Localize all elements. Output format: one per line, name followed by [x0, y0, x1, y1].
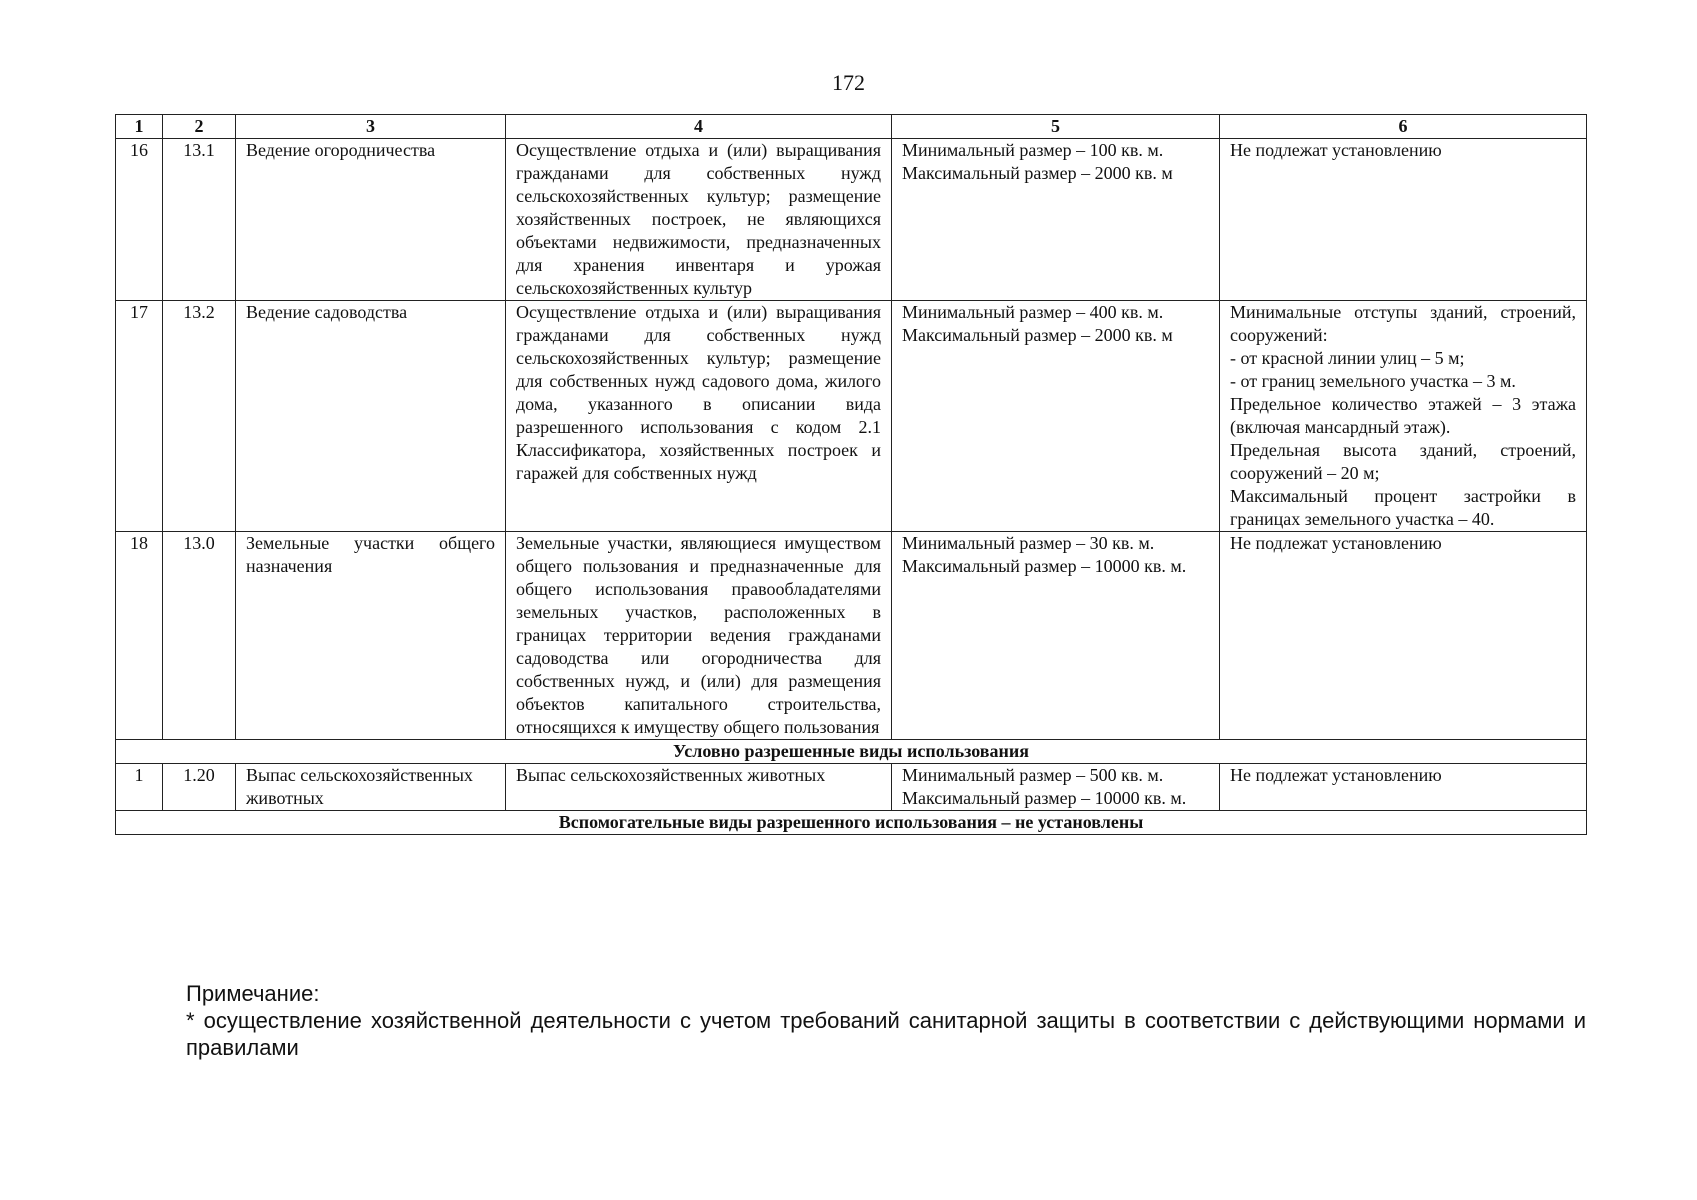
column-header: 2: [163, 115, 236, 139]
plot-size-min: Минимальный размер – 100 кв. м.: [902, 140, 1164, 160]
column-header: 3: [236, 115, 506, 139]
build-params: [1220, 532, 1587, 740]
use-description: Осуществление отдыха и (или) выращивания гражданами для собственных нужд сельскохозяйственных культур; размещение для собственных нужд садового дома, жилого дома, указанного в описании вида разрешенного использования с кодом 2.1 Классификатора, хозяйственных построек и гаражей для собственных нужд: [506, 301, 892, 532]
note-title: Примечание:: [186, 981, 320, 1006]
plot-size-max: Максимальный размер – 2000 кв. м: [902, 325, 1173, 345]
build-param: Максимальный процент застройки в границах земельного участка – 40.: [1230, 486, 1576, 529]
note: [186, 980, 1586, 1061]
build-params: [1220, 764, 1587, 811]
column-header: 4: [506, 115, 892, 139]
plot-size-max: Максимальный размер – 2000 кв. м: [902, 163, 1173, 183]
build-param: Не подлежат установлению: [1230, 140, 1442, 160]
plot-size-min: Минимальный размер – 400 кв. м.: [902, 302, 1164, 322]
section-row: [116, 811, 1587, 835]
use-description: Выпас сельскохозяйственных животных: [506, 764, 892, 811]
plot-size-min: Минимальный размер – 500 кв. м.: [902, 765, 1164, 785]
plot-size-max: Максимальный размер – 10000 кв. м.: [902, 788, 1187, 808]
build-param: Не подлежат установлению: [1230, 533, 1442, 553]
section-row: [116, 740, 1587, 764]
build-param: Предельное количество этажей – 3 этажа (включая мансардный этаж).: [1230, 394, 1576, 437]
plot-size: [892, 764, 1220, 811]
plot-size: [892, 301, 1220, 532]
section-auxiliary-uses: Вспомогательные виды разрешенного использования – не установлены: [116, 811, 1587, 835]
row-number: 16: [116, 139, 163, 301]
column-header: 5: [892, 115, 1220, 139]
plot-size-max: Максимальный размер – 10000 кв. м.: [902, 556, 1187, 576]
zoning-table: [115, 114, 1587, 835]
plot-size-min: Минимальный размер – 30 кв. м.: [902, 533, 1155, 553]
section-conditional-uses: Условно разрешенные виды использования: [116, 740, 1587, 764]
row-number: 1: [116, 764, 163, 811]
table-row: [116, 532, 1587, 740]
build-params: [1220, 139, 1587, 301]
column-header: 1: [116, 115, 163, 139]
column-header: 6: [1220, 115, 1587, 139]
build-param: Минимальные отступы зданий, строений, сооружений:: [1230, 302, 1576, 345]
use-code: 13.0: [163, 532, 236, 740]
use-description: Земельные участки, являющиеся имуществом общего пользования и предназначенные для общего использования правообладателями земельных участков, расположенных в границах территории ведения гражданами садоводства или огородничества для собственных нужд, и (или) для размещения объектов капитального строительства, относящихся к имуществу общего пользования: [506, 532, 892, 740]
build-param: - от границ земельного участка – 3 м.: [1230, 371, 1516, 391]
build-param: Не подлежат установлению: [1230, 765, 1442, 785]
table-row: [116, 764, 1587, 811]
build-param: - от красной линии улиц – 5 м;: [1230, 348, 1465, 368]
use-code: 13.1: [163, 139, 236, 301]
use-description: Осуществление отдыха и (или) выращивания гражданами для собственных нужд сельскохозяйственных культур; размещение хозяйственных построек, не являющихся объектами недвижимости, предназначенных для хранения инвентаря и урожая сельскохозяйственных культур: [506, 139, 892, 301]
use-name: Земельные участки общего назначения: [236, 532, 506, 740]
table-header-row: [116, 115, 1587, 139]
page-number: 172: [832, 70, 865, 95]
plot-size: [892, 139, 1220, 301]
build-param: Предельная высота зданий, строений, сооружений – 20 м;: [1230, 440, 1576, 483]
row-number: 18: [116, 532, 163, 740]
use-name: Выпас сельскохозяйственных животных: [236, 764, 506, 811]
use-name: Ведение садоводства: [236, 301, 506, 532]
note-text: * осуществление хозяйственной деятельности с учетом требований санитарной защиты в соответствии с действующими нормами и правилами: [186, 1008, 1586, 1060]
use-code: 13.2: [163, 301, 236, 532]
build-params: [1220, 301, 1587, 532]
table-row: [116, 139, 1587, 301]
use-name: Ведение огородничества: [236, 139, 506, 301]
use-code: 1.20: [163, 764, 236, 811]
table-row: [116, 301, 1587, 532]
plot-size: [892, 532, 1220, 740]
row-number: 17: [116, 301, 163, 532]
